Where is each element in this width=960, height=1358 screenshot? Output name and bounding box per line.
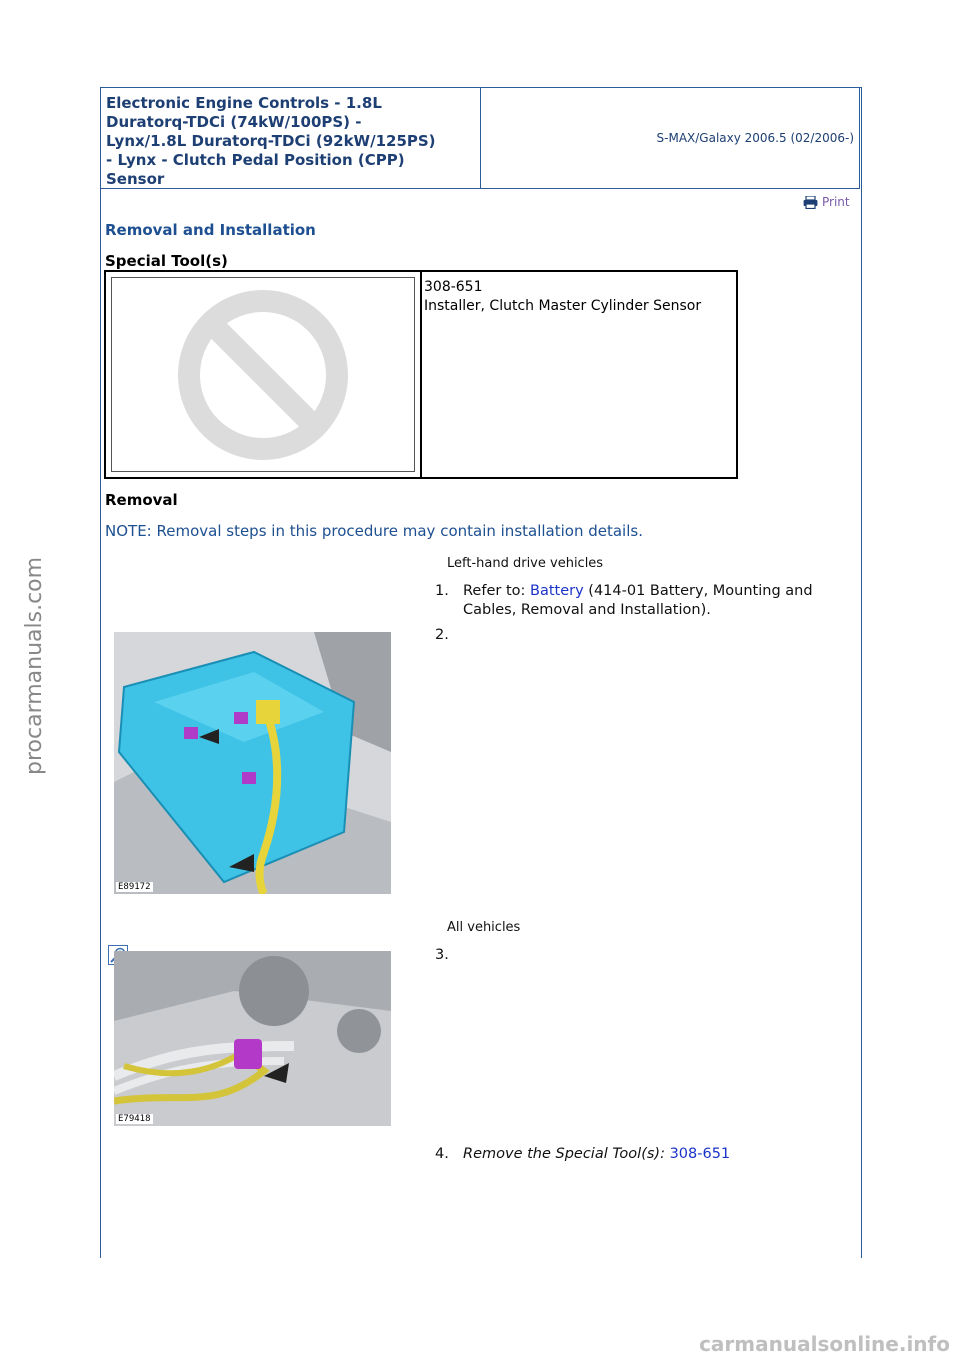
tool-number: 308-651 bbox=[424, 279, 483, 295]
battery-tray-illustration bbox=[114, 632, 391, 894]
step-number: 3. bbox=[435, 947, 449, 963]
special-tool-link[interactable]: 308-651 bbox=[669, 1146, 731, 1162]
step-number: 4. bbox=[435, 1146, 449, 1162]
footer-watermark: carmanualsonline.info bbox=[699, 1332, 950, 1356]
step-number: 1. bbox=[435, 583, 449, 599]
step-4 bbox=[435, 1145, 730, 1164]
sensor-illustration bbox=[114, 951, 391, 1126]
removal-heading: Removal bbox=[105, 491, 178, 509]
watermark-text: procarmanuals.com bbox=[22, 556, 47, 775]
side-watermark bbox=[16, 556, 47, 780]
note-text: NOTE: Removal steps in this procedure may contain installation details. bbox=[105, 522, 643, 540]
model-label: S-MAX/Galaxy 2006.5 (02/2006-) bbox=[656, 131, 854, 145]
step-text: Remove the Special Tool(s): bbox=[463, 1146, 670, 1162]
figure-code: E89172 bbox=[118, 882, 151, 892]
title-line: Lynx/1.8L Duratorq-TDCi (92kW/125PS) bbox=[106, 132, 436, 150]
step-text: (414-01 Battery, Mounting and bbox=[583, 583, 813, 599]
printer-icon bbox=[803, 196, 818, 209]
print-button[interactable] bbox=[803, 195, 850, 209]
sensor-figure bbox=[114, 951, 391, 1126]
battery-link[interactable]: Battery bbox=[530, 583, 584, 599]
print-label[interactable]: Print bbox=[822, 195, 850, 209]
title-line: - Lynx - Clutch Pedal Position (CPP) bbox=[106, 151, 405, 169]
tool-image-placeholder bbox=[111, 277, 415, 472]
special-tools-heading: Special Tool(s) bbox=[105, 252, 228, 270]
figure-code: E79418 bbox=[118, 1114, 151, 1124]
step-2 bbox=[435, 626, 463, 645]
model-cell bbox=[481, 88, 859, 188]
subhead-all: All vehicles bbox=[447, 920, 521, 935]
tool-image-cell bbox=[106, 272, 422, 477]
step-text: Cables, Removal and Installation). bbox=[463, 602, 711, 618]
battery-tray-figure bbox=[114, 632, 391, 894]
tool-description-cell bbox=[422, 272, 736, 477]
document-title bbox=[101, 88, 481, 188]
title-line: Electronic Engine Controls - 1.8L bbox=[106, 94, 382, 112]
section-title: Removal and Installation bbox=[105, 221, 316, 239]
step-number: 2. bbox=[435, 627, 449, 643]
step-3 bbox=[435, 946, 463, 965]
subhead-lhd: Left-hand drive vehicles bbox=[447, 556, 604, 571]
step-text: Refer to: bbox=[463, 583, 530, 599]
step-1 bbox=[435, 582, 813, 620]
special-tool-table bbox=[104, 270, 738, 479]
title-line: Duratorq-TDCi (74kW/100PS) - bbox=[106, 113, 362, 131]
document-header bbox=[100, 87, 860, 189]
no-image-icon bbox=[175, 287, 351, 463]
title-line: Sensor bbox=[106, 170, 165, 188]
tool-name: Installer, Clutch Master Cylinder Sensor bbox=[424, 298, 702, 314]
